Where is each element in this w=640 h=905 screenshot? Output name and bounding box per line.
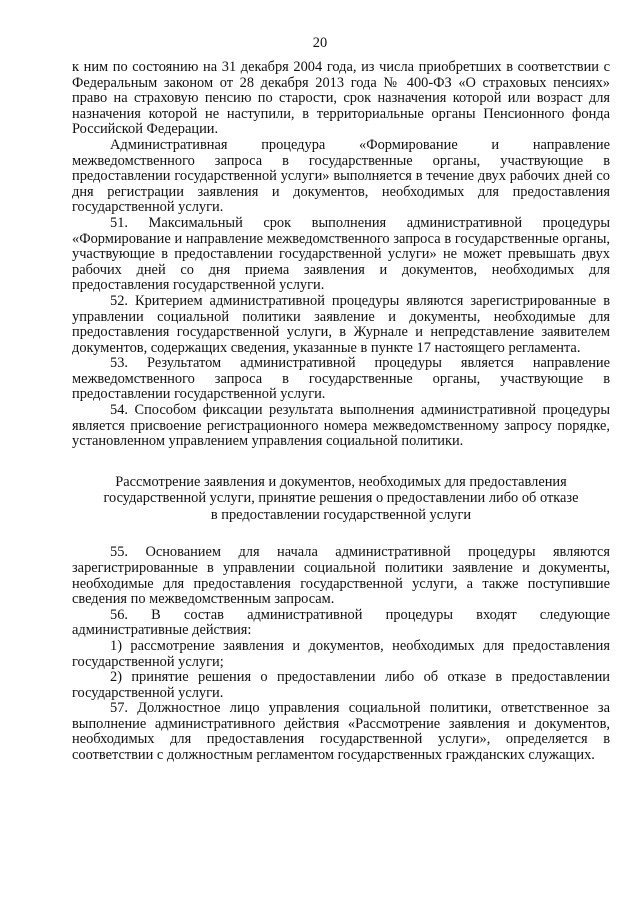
list-item-56-2: 2) принятие решения о предоставлении либо об отказе в предоставлении государственной услуги. bbox=[72, 669, 610, 701]
paragraph-55: 55. Основанием для начала административной процедуры являются зарегистрированные в управлении социальной политики заявление и документы, необходимые для предоставления государственной услуги, а также поступившие сведения по межведомственным запросам. bbox=[72, 544, 610, 608]
paragraph-admin-procedure: Административная процедура «Формирование и направление межведомственного запроса в государственные органы, участвующие в предоставлении государственной услуги» выполняется в течение двух рабочих дней со дня регистрации заявления и документов, необходимых для предоставления государственной услуги. bbox=[72, 136, 610, 216]
paragraph-57: 57. Должностное лицо управления социальной политики, ответственное за выполнение административного действия «Рассмотрение заявления и документов, необходимых для предоставления государственной услуги», определяется в соответствии с должностным регламентом государственных гражданских служащих. bbox=[72, 700, 610, 764]
paragraph-52: 52. Критерием административной процедуры являются зарегистрированные в управлении социальной политики заявление и документы, необходимые для предоставления государственной услуги, в Журнале и непредставление заявителем документов, содержащих сведения, указанные в пункте 17 настоящего регламента. bbox=[72, 292, 610, 356]
section-heading bbox=[92, 474, 590, 524]
paragraph-54: 54. Способом фиксации результата выполнения административной процедуры является присвоение регистрационного номера межведомственному запросу порядке, установленном управлением управления социальной политики. bbox=[72, 402, 610, 450]
page-number: 20 bbox=[312, 35, 328, 51]
paragraph-53: 53. Результатом административной процедуры является направление межведомственного запроса в государственные органы, участвующие в предоставлении государственной услуги. bbox=[72, 355, 610, 403]
paragraph-51: 51. Максимальный срок выполнения административной процедуры «Формирование и направление межведомственного запроса в государственные органы, участвующие в предоставлении государственной услуги» не может превышать двух рабочих дней со дня приема заявления и документов, необходимых для предоставления государственной услуги. bbox=[72, 214, 610, 294]
section-heading-line-2: государственной услуги, принятие решения о предоставлении либо об отказе bbox=[103, 490, 579, 507]
document-body bbox=[72, 60, 610, 764]
section-heading-line-1: Рассмотрение заявления и документов, необходимых для предоставления bbox=[115, 473, 567, 490]
section-heading-line-3: в предоставлении государственной услуги bbox=[210, 506, 472, 523]
list-item-56-1: 1) рассмотрение заявления и документов, необходимых для предоставления государственной услуги; bbox=[72, 637, 610, 670]
paragraph-56: 56. В состав административной процедуры входят следующие административные действия: bbox=[72, 606, 610, 639]
paragraph-intro: к ним по состоянию на 31 декабря 2004 года, из числа приобретших в соответствии с Федеральным законом от 28 декабря 2013 года № 400-ФЗ «О страховых пенсиях» право на страховую пенсию по старости, срок назначения которой или возраст для назначения которой не наступили, в территориальные органы Пенсионного фонда Российской Федерации. bbox=[72, 59, 610, 138]
